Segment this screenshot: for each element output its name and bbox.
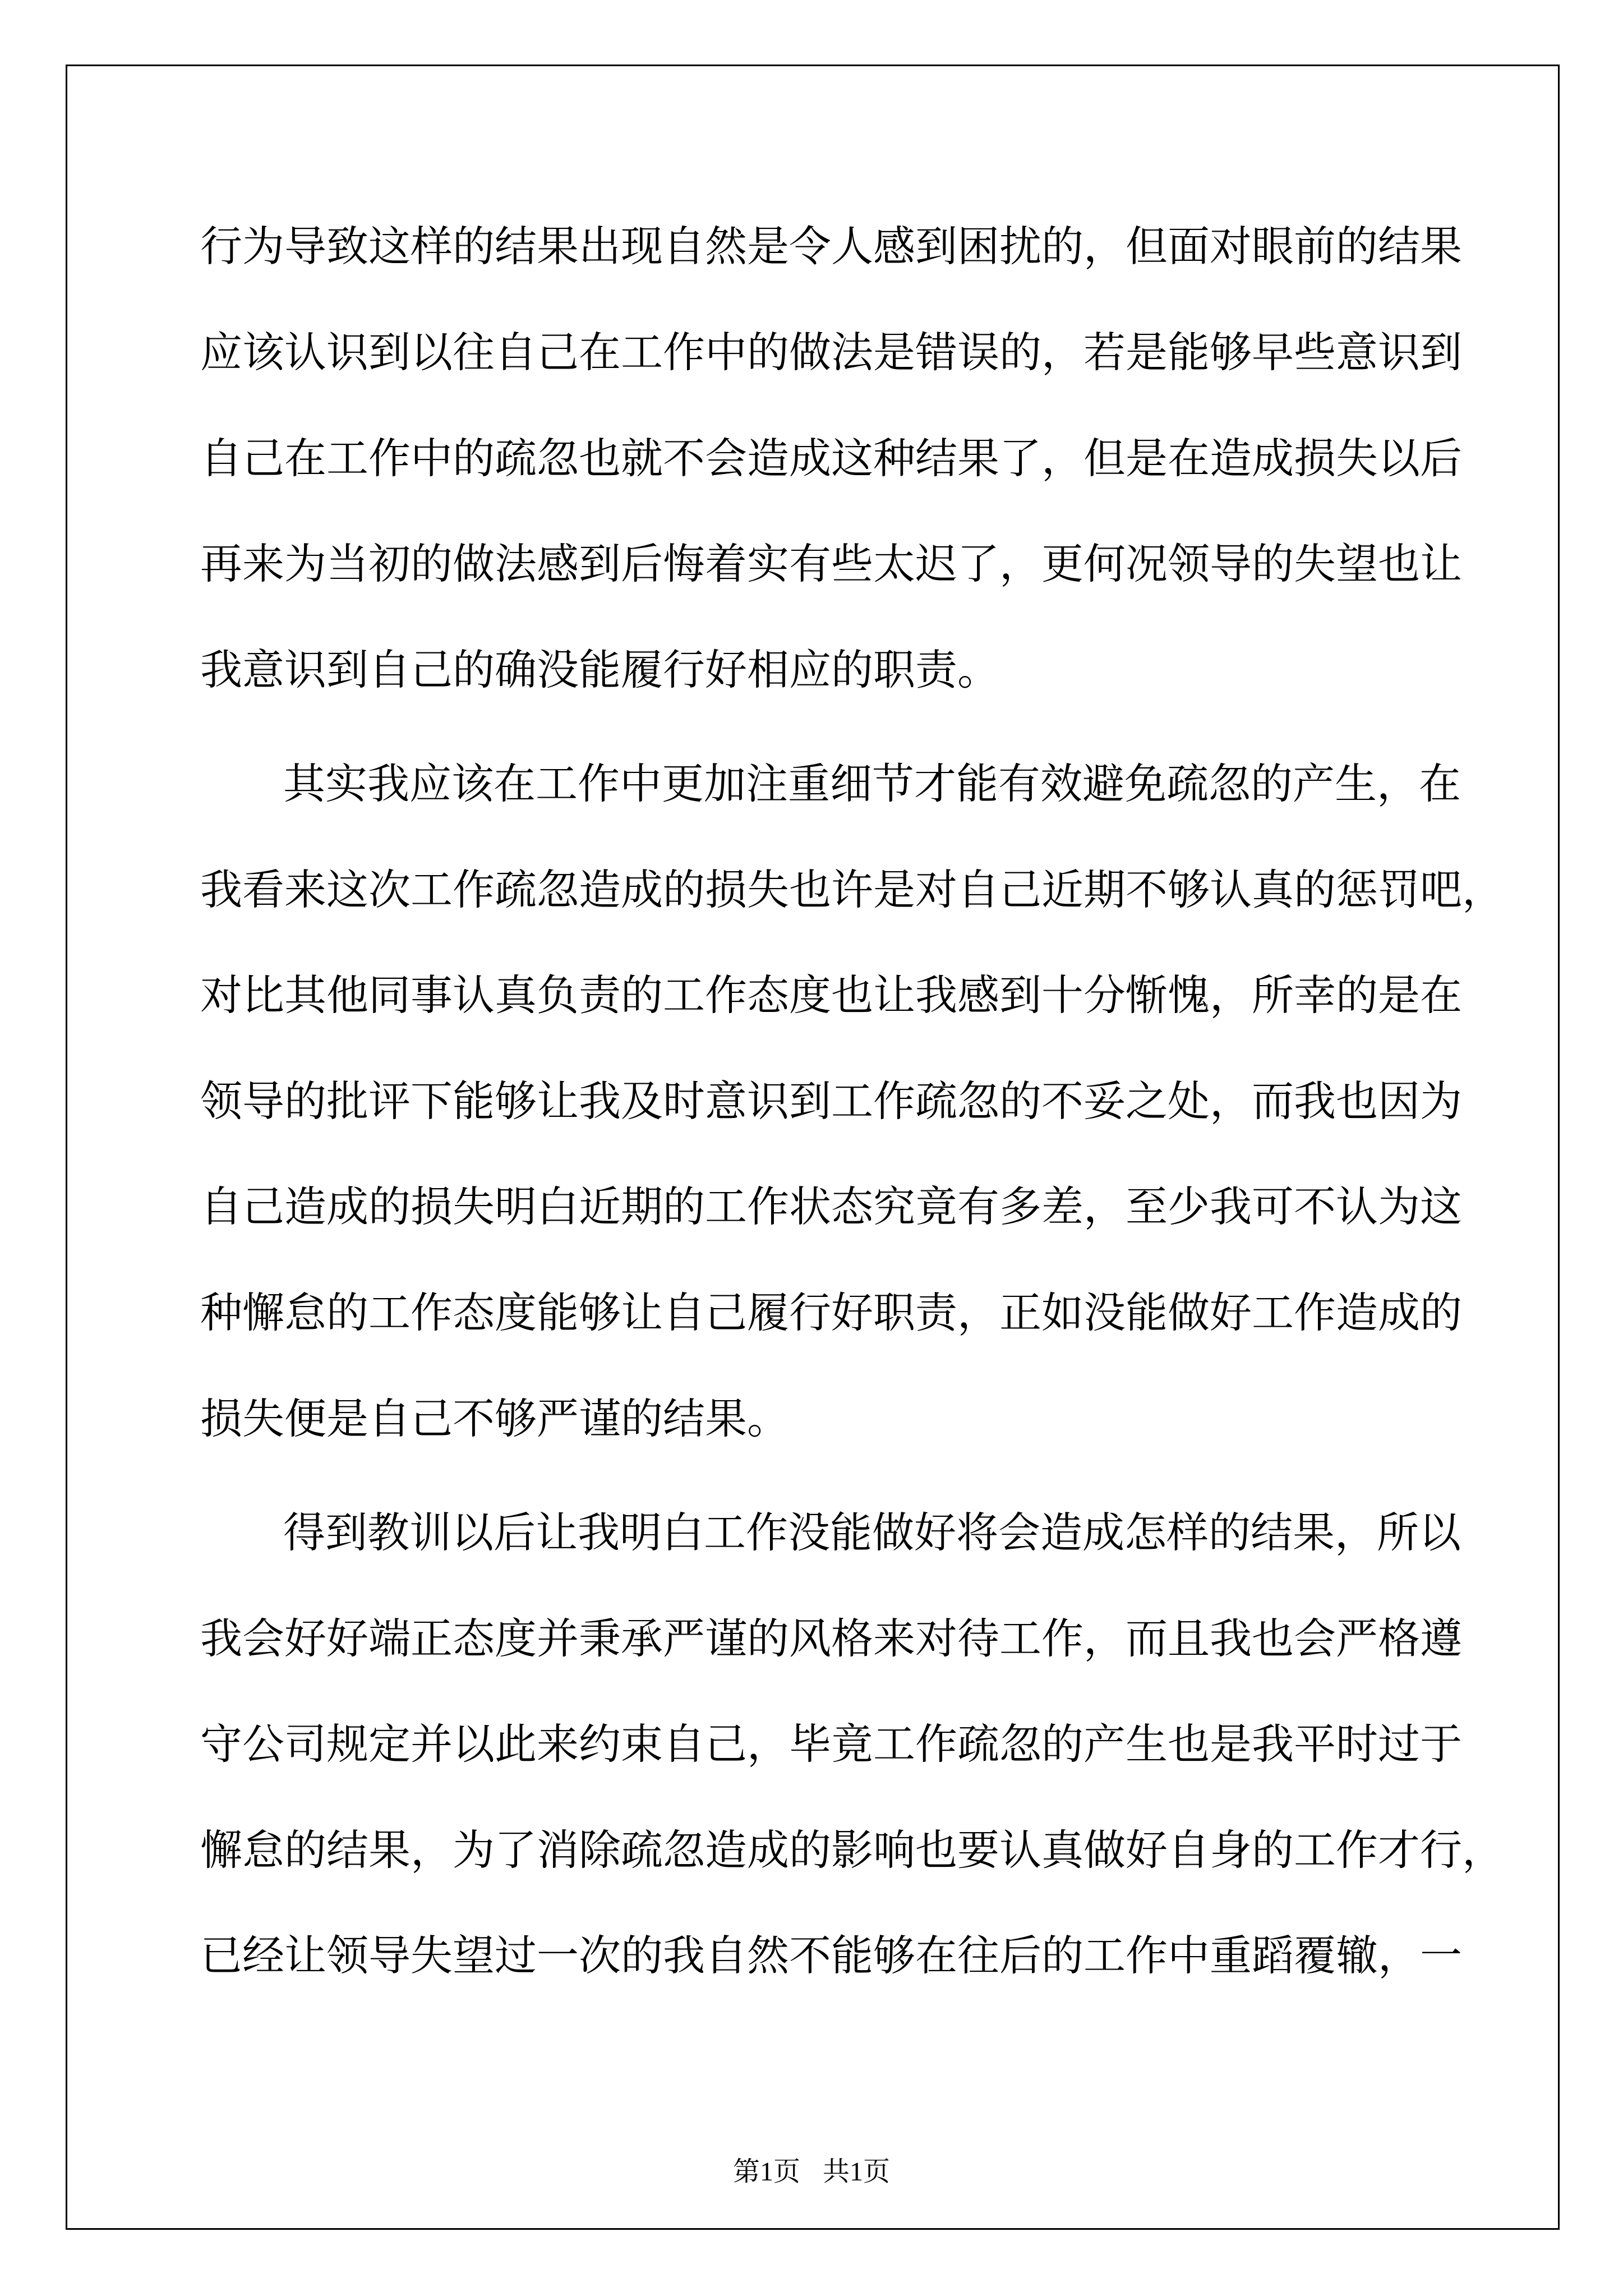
text-line: 自己造成的损失明白近期的工作状态究竟有多差，至少我可不认为这 bbox=[200, 1182, 1463, 1231]
page-number: 第1页 bbox=[732, 2157, 800, 2187]
text-line: 懈怠的结果，为了消除疏忽造成的影响也要认真做好自身的工作才行， bbox=[200, 1825, 1505, 1875]
page-border bbox=[66, 65, 1560, 2230]
text-line: 我意识到自己的确没能履行好相应的职责。 bbox=[200, 645, 1000, 694]
text-line: 种懈怠的工作态度能够让自己履行好职责，正如没能做好工作造成的 bbox=[200, 1288, 1463, 1337]
text-line: 我看来这次工作疏忽造成的损失也许是对自己近期不够认真的惩罚吧， bbox=[200, 865, 1505, 914]
text-line: 对比其他同事认真负责的工作态度也让我感到十分惭愧，所幸的是在 bbox=[200, 970, 1463, 1020]
text-line: 守公司规定并以此来约束自己，毕竟工作疏忽的产生也是我平时过于 bbox=[200, 1719, 1463, 1769]
page-footer bbox=[0, 2155, 1623, 2189]
text-line: 损失便是自己不够严谨的结果。 bbox=[200, 1394, 790, 1443]
paragraph-first-line: 其实我应该在工作中更加注重细节才能有效避免疏忽的产生，在 bbox=[283, 759, 1461, 808]
text-line: 已经让领导失望过一次的我自然不能够在往后的工作中重蹈覆辙，一 bbox=[200, 1931, 1463, 1980]
text-line: 行为导致这样的结果出现自然是令人感到困扰的，但面对眼前的结果 bbox=[200, 222, 1463, 271]
text-line: 再来为当初的做法感到后悔着实有些太迟了，更何况领导的失望也让 bbox=[200, 539, 1463, 588]
paragraph-first-line: 得到教训以后让我明白工作没能做好将会造成怎样的结果，所以 bbox=[283, 1508, 1461, 1557]
text-line: 应该认识到以往自己在工作中的做法是错误的，若是能够早些意识到 bbox=[200, 328, 1463, 377]
text-line: 我会好好端正态度并秉承严谨的风格来对待工作，而且我也会严格遵 bbox=[200, 1614, 1463, 1663]
page-total: 共1页 bbox=[823, 2157, 891, 2187]
text-line: 自己在工作中的疏忽也就不会造成这种结果了，但是在造成损失以后 bbox=[200, 434, 1463, 483]
text-line: 领导的批评下能够让我及时意识到工作疏忽的不妥之处，而我也因为 bbox=[200, 1076, 1463, 1126]
